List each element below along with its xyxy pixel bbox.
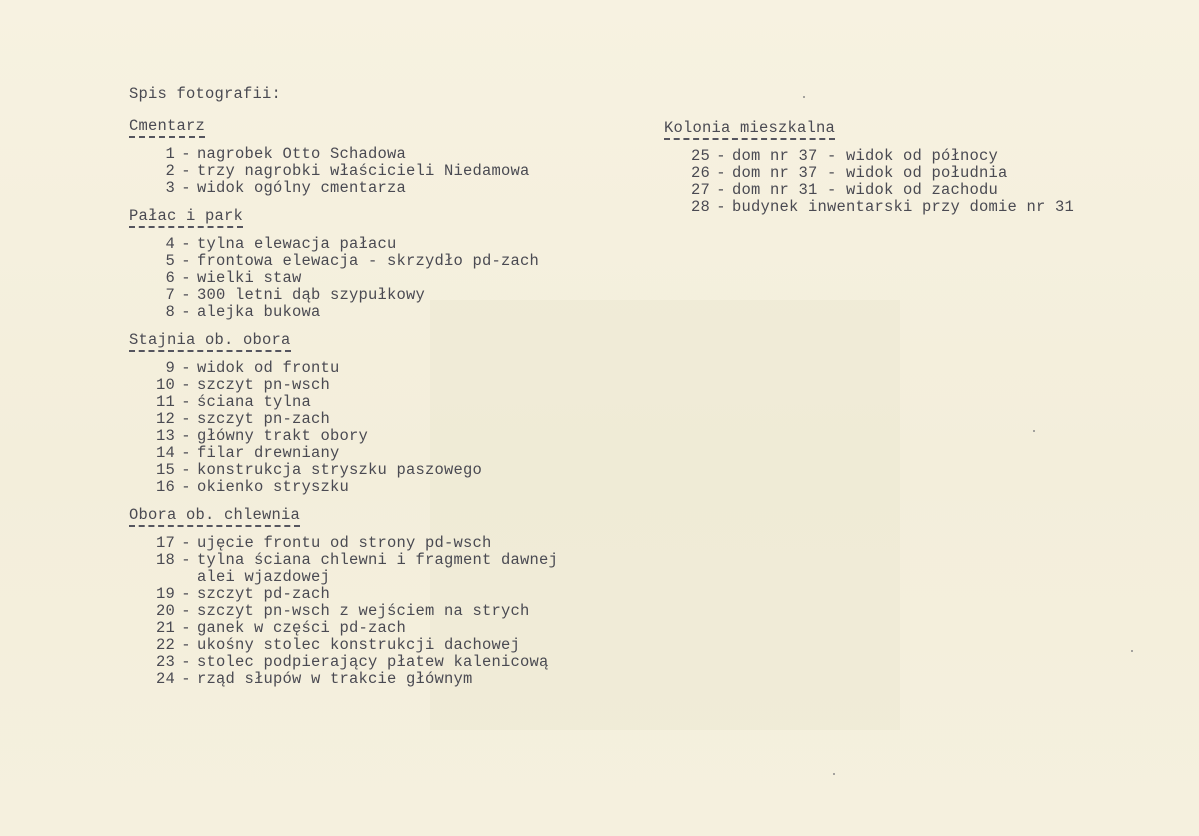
section-heading: Cmentarz xyxy=(129,118,205,138)
item-number: 1 xyxy=(165,145,175,163)
item-separator: - xyxy=(181,359,191,377)
item-separator: - xyxy=(181,619,191,637)
item-text: ganek w części pd-zach xyxy=(197,619,407,637)
item-text: trzy nagrobki właścicieli Niedamowa xyxy=(197,162,530,180)
item-separator: - xyxy=(181,534,191,552)
left-column xyxy=(129,86,558,699)
list-item xyxy=(129,552,558,569)
photo-section xyxy=(664,120,1074,216)
item-text: alejka bukowa xyxy=(197,303,321,321)
item-text: ukośny stolec konstrukcji dachowej xyxy=(197,636,521,654)
list-item xyxy=(129,411,558,428)
item-number: 18 xyxy=(155,551,175,569)
item-number: 2 xyxy=(165,162,175,180)
item-number: 6 xyxy=(165,269,175,287)
list-item xyxy=(129,535,558,552)
list-item xyxy=(129,287,558,304)
item-number: 17 xyxy=(155,534,175,552)
item-number: 12 xyxy=(155,410,175,428)
item-text: budynek inwentarski przy domie nr 31 xyxy=(732,198,1075,216)
item-text: tylna elewacja pałacu xyxy=(197,235,397,253)
section-heading: Kolonia mieszkalna xyxy=(664,120,835,140)
item-text: szczyt pn-zach xyxy=(197,410,331,428)
list-item xyxy=(129,620,558,637)
item-text: konstrukcja stryszku paszowego xyxy=(197,461,483,479)
list-item xyxy=(129,479,558,496)
list-item xyxy=(129,654,558,671)
item-separator: - xyxy=(181,393,191,411)
item-separator: - xyxy=(181,376,191,394)
item-number: 19 xyxy=(155,585,175,603)
item-number: 13 xyxy=(155,427,175,445)
list-item xyxy=(129,163,558,180)
item-text: dom nr 37 - widok od południa xyxy=(732,164,1008,182)
item-number: 5 xyxy=(165,252,175,270)
item-text: widok ogólny cmentarza xyxy=(197,179,407,197)
item-separator: - xyxy=(181,252,191,270)
item-text: główny trakt obory xyxy=(197,427,369,445)
item-number: 3 xyxy=(165,179,175,197)
item-text: frontowa elewacja - skrzydło pd-zach xyxy=(197,252,540,270)
item-separator: - xyxy=(181,410,191,428)
item-separator: - xyxy=(181,235,191,253)
item-separator: - xyxy=(181,162,191,180)
right-column xyxy=(664,120,1074,227)
item-number xyxy=(129,569,175,586)
list-item xyxy=(129,394,558,411)
item-separator: - xyxy=(181,269,191,287)
item-number: 25 xyxy=(690,147,710,165)
list-item xyxy=(129,377,558,394)
item-number: 10 xyxy=(155,376,175,394)
section-list xyxy=(664,120,1074,216)
list-item xyxy=(129,236,558,253)
item-separator: - xyxy=(716,198,726,216)
item-separator: - xyxy=(181,461,191,479)
list-item xyxy=(129,270,558,287)
item-number: 24 xyxy=(155,670,175,688)
item-text: ujęcie frontu od strony pd-wsch xyxy=(197,534,492,552)
item-text: nagrobek Otto Schadowa xyxy=(197,145,407,163)
item-number: 9 xyxy=(165,359,175,377)
item-separator: - xyxy=(716,147,726,165)
paper-speck xyxy=(803,96,805,98)
list-item xyxy=(129,637,558,654)
list-item xyxy=(129,428,558,445)
item-number: 26 xyxy=(690,164,710,182)
section-heading: Stajnia ob. obora xyxy=(129,332,291,352)
item-number: 22 xyxy=(155,636,175,654)
list-item xyxy=(664,165,1074,182)
photo-section xyxy=(129,118,558,197)
item-text: okienko stryszku xyxy=(197,478,350,496)
item-separator: - xyxy=(181,478,191,496)
item-separator: - xyxy=(181,636,191,654)
item-text: stolec podpierający płatew kalenicową xyxy=(197,653,549,671)
list-item xyxy=(129,445,558,462)
paper-speck xyxy=(1131,650,1133,652)
item-number: 14 xyxy=(155,444,175,462)
item-separator: - xyxy=(181,602,191,620)
item-separator: - xyxy=(181,286,191,304)
item-text: szczyt pn-wsch z wejściem na strych xyxy=(197,602,530,620)
list-item xyxy=(129,360,558,377)
section-list xyxy=(129,118,558,688)
section-heading: Obora ob. chlewnia xyxy=(129,507,300,527)
item-text: szczyt pd-zach xyxy=(197,585,331,603)
item-number: 23 xyxy=(155,653,175,671)
list-item xyxy=(129,146,558,163)
item-number: 21 xyxy=(155,619,175,637)
list-item xyxy=(129,603,558,620)
item-separator: - xyxy=(181,303,191,321)
item-text: szczyt pn-wsch xyxy=(197,376,331,394)
list-item xyxy=(129,462,558,479)
item-separator: - xyxy=(181,145,191,163)
list-item xyxy=(129,180,558,197)
item-separator: - xyxy=(181,427,191,445)
item-separator: - xyxy=(181,653,191,671)
paper-speck xyxy=(833,773,835,775)
item-text: filar drewniany xyxy=(197,444,340,462)
section-heading: Pałac i park xyxy=(129,208,243,228)
item-text: rząd słupów w trakcie głównym xyxy=(197,670,473,688)
item-separator: - xyxy=(181,585,191,603)
paper-speck xyxy=(1033,430,1035,432)
item-number: 11 xyxy=(155,393,175,411)
list-item xyxy=(129,586,558,603)
item-separator: - xyxy=(181,551,191,569)
item-text: tylna ściana chlewni i fragment dawnej xyxy=(197,551,559,569)
photo-section xyxy=(129,507,558,688)
item-text: wielki staw xyxy=(197,269,302,287)
list-item xyxy=(129,304,558,321)
list-item xyxy=(129,671,558,688)
list-item xyxy=(664,182,1074,199)
item-separator: - xyxy=(716,181,726,199)
item-number: 15 xyxy=(155,461,175,479)
item-separator: - xyxy=(181,179,191,197)
item-text: widok od frontu xyxy=(197,359,340,377)
item-number: 16 xyxy=(155,478,175,496)
list-item xyxy=(664,148,1074,165)
item-number: 8 xyxy=(165,303,175,321)
photo-section xyxy=(129,332,558,496)
list-item xyxy=(129,569,558,586)
list-item xyxy=(129,253,558,270)
item-number: 20 xyxy=(155,602,175,620)
item-separator: - xyxy=(181,670,191,688)
document-title: Spis fotografii: xyxy=(129,85,282,103)
item-separator: - xyxy=(716,164,726,182)
list-item xyxy=(664,199,1074,216)
item-text: ściana tylna xyxy=(197,393,312,411)
item-text: 300 letni dąb szypułkowy xyxy=(197,286,426,304)
item-number: 4 xyxy=(165,235,175,253)
item-separator xyxy=(175,569,197,586)
item-number: 27 xyxy=(690,181,710,199)
item-separator: - xyxy=(181,444,191,462)
item-text: dom nr 37 - widok od północy xyxy=(732,147,999,165)
photo-section xyxy=(129,208,558,321)
item-text: dom nr 31 - widok od zachodu xyxy=(732,181,999,199)
item-text: alei wjazdowej xyxy=(197,568,331,586)
item-number: 28 xyxy=(690,198,710,216)
item-number: 7 xyxy=(165,286,175,304)
